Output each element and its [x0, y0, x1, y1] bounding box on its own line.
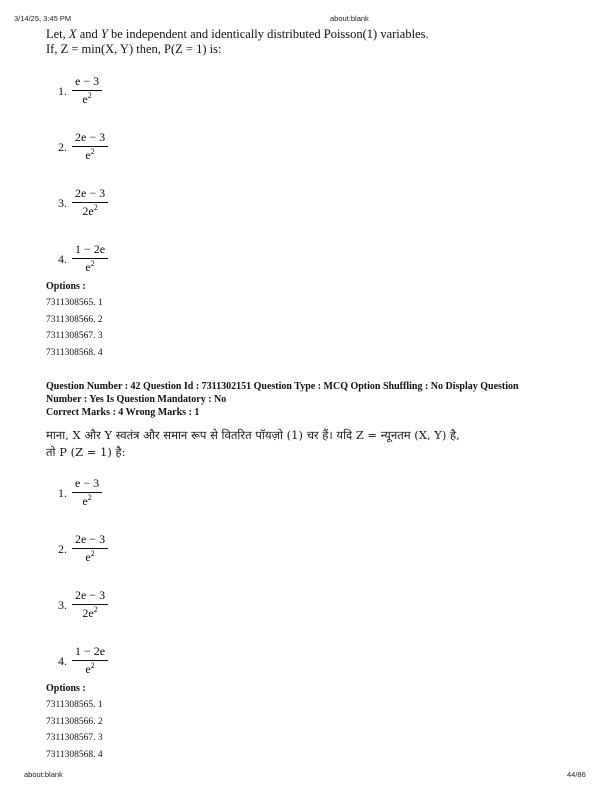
question-42-line2: तो P (Z = 1) है:	[46, 445, 126, 459]
question-41-line2: If, Z = min(X, Y) then, P(Z = 1) is:	[46, 42, 222, 56]
options-label: Options :	[46, 281, 86, 292]
q42-options-list	[46, 683, 103, 763]
print-timestamp: 3/14/25, 3:45 PM	[14, 14, 72, 23]
q42-option-4: 4. 1 − 2e $e^2$	[58, 644, 178, 684]
option-id: 7311308566. 2	[46, 314, 103, 325]
option-id: 7311308566. 2	[46, 716, 103, 727]
question-41-line1: Let, X and Y be independent and identically distributed Poisson(1) variables.	[46, 27, 429, 41]
q41-option-3: 3. 2e − 3 $2e^2$	[58, 186, 178, 226]
option-id: 7311308568. 4	[46, 347, 103, 358]
q41-option-4: 4. 1 − 2e $e^2$	[58, 242, 178, 282]
question-42-line1: माना, X और Y स्वतंत्र और समान रूप से वितरित पॉयज़ो (1) चर हैं। यदि Z = न्यूनतम (X, Y) है,	[46, 428, 460, 442]
q41-options-list	[46, 281, 103, 361]
q42-option-1: 1. e − 3 $e^2$	[58, 476, 178, 516]
option-id: 7311308568. 4	[46, 749, 103, 760]
options-label: Options :	[46, 683, 86, 694]
print-page-number: 44/86	[567, 770, 586, 779]
option-id: 7311308565. 1	[46, 700, 103, 710]
print-page-title: about:blank	[330, 14, 369, 23]
q41-option-1: 1. e − 3 $e^2$	[58, 74, 178, 114]
question-42-meta: Question Number : 42 Question Id : 7311302151 Question Type : MCQ Option Shuffling : No Display Question Number : Yes Is Question Mandatory : No Correct Marks : 4 Wrong Marks : 1	[46, 381, 519, 418]
option-id: 7311308567. 3	[46, 331, 103, 341]
q41-option-2: 2. 2e − 3 $e^2$	[58, 130, 178, 170]
q42-option-2: 2. 2e − 3 $e^2$	[58, 532, 178, 572]
q42-option-3: 3. 2e − 3 $2e^2$	[58, 588, 178, 628]
option-id: 7311308567. 3	[46, 733, 103, 743]
question-42-text	[46, 427, 460, 461]
print-footer-url: about:blank	[24, 770, 63, 779]
option-id: 7311308565. 1	[46, 298, 103, 308]
question-41-text	[46, 27, 429, 57]
